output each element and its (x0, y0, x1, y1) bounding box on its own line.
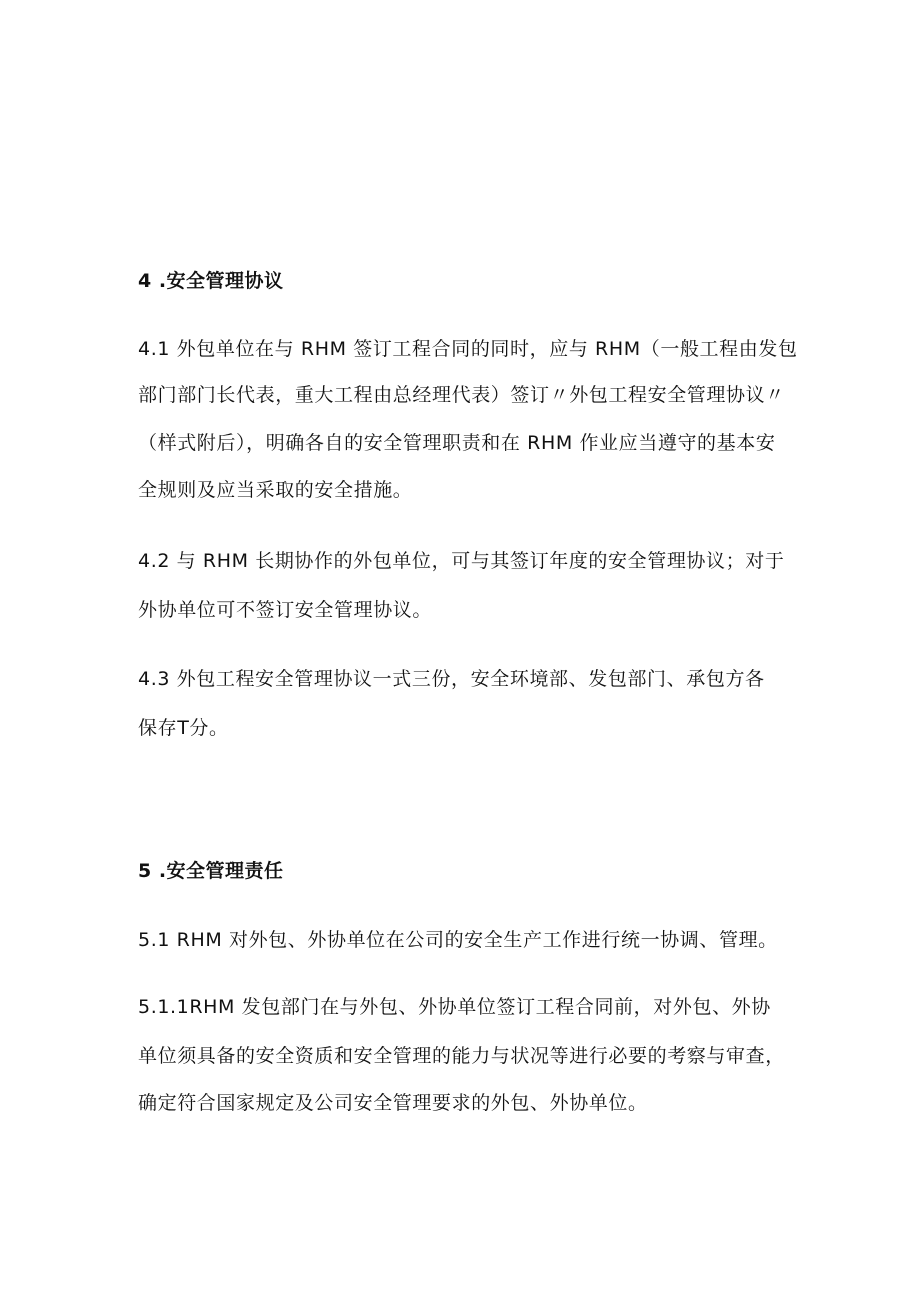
paragraph-line: 单位须具备的安全资质和安全管理的能力与状况等进行必要的考察与审查， (138, 1045, 785, 1067)
paragraph-line: 部门部门长代表，重大工程由总经理代表）签订〃外包工程安全管理协议〃 (138, 384, 785, 406)
paragraph-line: 确定符合国家规定及公司安全管理要求的外包、外协单位。 (138, 1092, 648, 1114)
paragraph-line: 全规则及应当采取的安全措施。 (138, 479, 413, 501)
paragraph-line: 4.2 与 RHM 长期协作的外包单位，可与其签订年度的安全管理协议；对于 (138, 550, 785, 572)
paragraph-line: 4.3 外包工程安全管理协议一式三份，安全环境部、发包部门、承包方各 (138, 668, 765, 690)
paragraph-line: （样式附后），明确各自的安全管理职责和在 RHM 作业应当遵守的基本安 (138, 432, 776, 454)
paragraph-line: 外协单位可不签订安全管理协议。 (138, 599, 433, 621)
section-4-heading: 4 .安全管理协议 (138, 270, 284, 292)
paragraph-line: 保存T分。 (138, 717, 229, 739)
paragraph-line: 5.1 RHM 对外包、外协单位在公司的安全生产工作进行统一协调、管理。 (138, 929, 778, 951)
section-5-heading: 5 .安全管理责任 (138, 860, 284, 882)
paragraph-line: 5.1.1RHM 发包部门在与外包、外协单位签订工程合同前，对外包、外协 (138, 996, 771, 1018)
paragraph-line: 4.1 外包单位在与 RHM 签订工程合同的同时，应与 RHM（一般工程由发包 (138, 338, 798, 360)
